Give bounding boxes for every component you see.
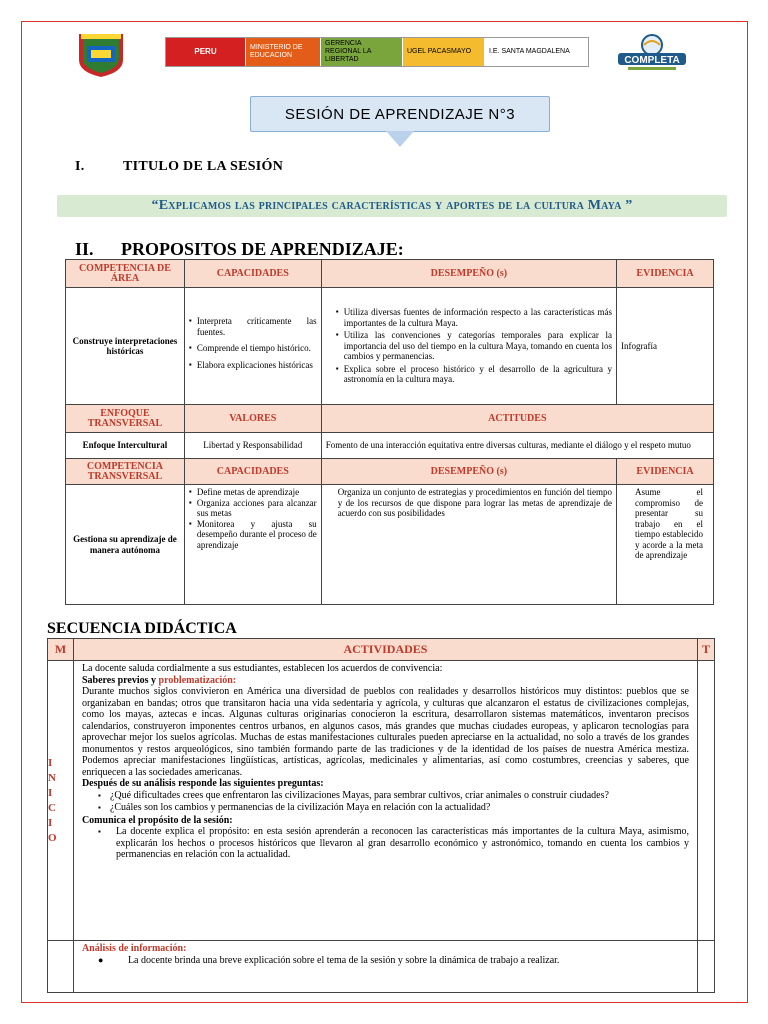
section-1-label: TITULO DE LA SESIÓN	[123, 159, 284, 174]
callout-arrow	[386, 131, 414, 147]
secuencia-table	[47, 638, 715, 993]
school-shield-logo	[75, 30, 127, 78]
desempeno-item: ▪ Utiliza diversas fuentes de información respecto a las características más importantes de la cultura Maya.	[336, 307, 612, 328]
saberes-label: Saberes previos y	[81, 674, 159, 686]
th-evidencia-2: EVIDENCIA	[617, 459, 714, 485]
preguntas-heading: Después de su análisis responde las siguientes preguntas:	[81, 778, 324, 789]
section-1-heading	[75, 159, 283, 175]
valores-value: Libertad y Responsabilidad	[184, 433, 321, 459]
th-enfoque: ENFOQUE TRANSVERSAL	[66, 405, 185, 433]
analisis-item: ● La docente brinda una breve explicación sobre el tema de la sesión y sobre la dinámica de trabajo a realizar.	[128, 955, 689, 967]
jornada-completa-logo	[614, 33, 690, 73]
evidencia-2-value: Asume el compromiso de presentar su trabajo en el tiempo establecido y acorde a la meta de aprendizaje	[617, 485, 714, 605]
desempeno-item: ▪ Utiliza las convenciones y categorías temporales para explicar la importancia del uso del tiempo en la cultura Maya, tomando en cuenta los cambios y permanencias.	[336, 330, 612, 362]
inicio-letter: C	[48, 801, 56, 814]
desempeno-item: ▪ Explica sobre el proceso histórico y el desarrollo de la agricultura y astronomía en la cultura maya.	[336, 364, 612, 385]
section-2-number: II.	[75, 239, 94, 259]
header-ministerio: MINISTERIO DE EDUCACION	[246, 38, 321, 66]
competencia-transversal-value: Gestiona su aprendizaje de manera autónoma	[66, 485, 185, 605]
capacidad-item: ▪ Comprende el tiempo histórico.	[189, 343, 317, 354]
desarrollo-activities	[73, 941, 697, 993]
capacidades-list-cell	[184, 288, 321, 405]
th-momento: M	[48, 639, 74, 661]
section-2-label: PROPOSITOS DE APRENDIZAJE:	[121, 239, 404, 259]
secuencia-title: SECUENCIA DIDÁCTICA	[47, 620, 237, 637]
inicio-letter: I	[48, 816, 53, 829]
competencia-area-value: Construye interpretaciones históricas	[66, 288, 185, 405]
inicio-letter: O	[48, 831, 57, 844]
th-desempeno-2: DESEMPEÑO (s)	[321, 459, 616, 485]
inicio-letter: I	[48, 786, 53, 799]
capacidad-item: ▪ Define metas de aprendizaje	[189, 487, 317, 498]
th-competencia-transversal: COMPETENCIA TRANSVERSAL	[66, 459, 185, 485]
lesson-title: “Explicamos las principales características y aportes de la cultura Maya ”	[151, 198, 633, 213]
th-capacidades: CAPACIDADES	[184, 260, 321, 288]
lesson-title-bar	[57, 195, 727, 217]
th-actitudes: ACTITUDES	[321, 405, 713, 433]
section-1-number: I.	[75, 159, 85, 174]
th-capacidades-2: CAPACIDADES	[184, 459, 321, 485]
capacidades-2-list-cell	[184, 485, 321, 605]
pregunta-item: ▪ ¿Qué dificultades crees que enfrentaron las civilizaciones Mayas, para sembrar cultivos, criar animales o construir ciudades?	[110, 790, 689, 802]
pregunta-item: ▪ ¿Cuáles son los cambios y permanencias de la civilización Maya en relación con la actualidad?	[110, 802, 689, 814]
header-ie: I.E. SANTA MAGDALENA	[485, 38, 588, 66]
desarrollo-label	[48, 941, 74, 993]
desarrollo-time	[697, 941, 714, 993]
capacidad-item: ▪ Elabora explicaciones históricas	[189, 360, 317, 371]
enfoque-value: Enfoque Intercultural	[66, 433, 185, 459]
section-2-heading	[75, 239, 404, 260]
desempenos-list-cell	[321, 288, 616, 405]
proposito-heading: Comunica el propósito de la sesión:	[81, 814, 233, 826]
th-valores: VALORES	[184, 405, 321, 433]
actitudes-value: Fomento de una interacción equitativa entre diversas culturas, mediante el diálogo y el respeto mutuo	[321, 433, 713, 459]
inicio-time	[697, 661, 714, 941]
inicio-letter: I	[48, 756, 53, 769]
problematizacion-label: problematización:	[158, 674, 237, 686]
header-gerencia: GERENCIA REGIONAL LA LIBERTAD	[321, 38, 403, 66]
institution-header	[165, 37, 589, 67]
th-actividades: ACTIVIDADES	[73, 639, 697, 661]
header-peru: PERU	[166, 38, 246, 66]
capacidad-item: ▪ Interpreta críticamente las fuentes.	[189, 316, 317, 337]
evidencia-value: Infografía	[617, 288, 714, 405]
intro-paragraph: La docente saluda cordialmente a sus estudiantes, establecen los acuerdos de convivencia:	[81, 663, 443, 674]
th-desempeno: DESEMPEÑO (s)	[321, 260, 616, 288]
th-evidencia: EVIDENCIA	[617, 260, 714, 288]
th-tiempo: T	[697, 639, 714, 661]
proposito-item: ▪ La docente explica el propósito: en esta sesión aprenderán a reconocen las características más importantes de la cultura Maya, asimismo, explicarán los hechos o procesos históricos que llevaron al gran desarrollo económico y astronómico, tomando en cuenta los cambios y permanencias en relación con la actualidad.	[110, 826, 689, 861]
context-paragraph: Durante muchos siglos convivieron en América una diversidad de pueblos con realidades y desarrollos históricos muy distintos: pueblos que se organizaban en bandas; otros que transitaron hacia una vida sedentaria y agrícola, y culturas que alcanzaron el estatus de civilizaciones complejas, como los mayas, aztecas e incas. Algunas culturas originarias conocieron la escritura, desarrollaron sistemas matemáticos, inventaron precisos calendarios, construyeron imponentes centros urbanos, en algunos casos, más grandes que muchas ciudades europeas, y aplicaron tecnologías para aprovechar mejor los suelos agrícolas. Muchas de estas manifestaciones culturales pueden apreciarse en la actualidad, no solo a través de los grandes monumentos y restos arqueológicos, sino también formando parte de las tradiciones y de la identidad de los países de nuestra América mestiza. Podemos apreciar manifestaciones lingüísticas, artísticas, agrícolas, medicinales y alimentarias, así como costumbres, creencias y saberes, que enriquecen a las sociedades americanas.	[81, 686, 689, 778]
saberes-heading	[82, 675, 689, 687]
logo-completa-text: COMPLETA	[624, 55, 680, 66]
inicio-label	[48, 661, 74, 941]
analisis-heading: Análisis de información:	[81, 943, 187, 954]
inicio-activities	[73, 661, 697, 941]
capacidad-item: ▪ Monitorea y ajusta su desempeño durante el proceso de aprendizaje	[189, 519, 317, 551]
desempeno-2-value: Organiza un conjunto de estrategias y procedimientos en función del tiempo y de los recursos de que dispone para lograr las metas de aprendizaje de acuerdo con sus posibilidades	[321, 485, 616, 605]
session-title: SESIÓN DE APRENDIZAJE N°3	[250, 96, 550, 132]
th-competencia-area: COMPETENCIA DE ÁREA	[66, 260, 185, 288]
capacidad-item: ▪ Organiza acciones para alcanzar sus metas	[189, 498, 317, 519]
inicio-letter: N	[48, 771, 56, 784]
header-ugel: UGEL PACASMAYO	[403, 38, 485, 66]
purposes-table	[65, 259, 714, 605]
